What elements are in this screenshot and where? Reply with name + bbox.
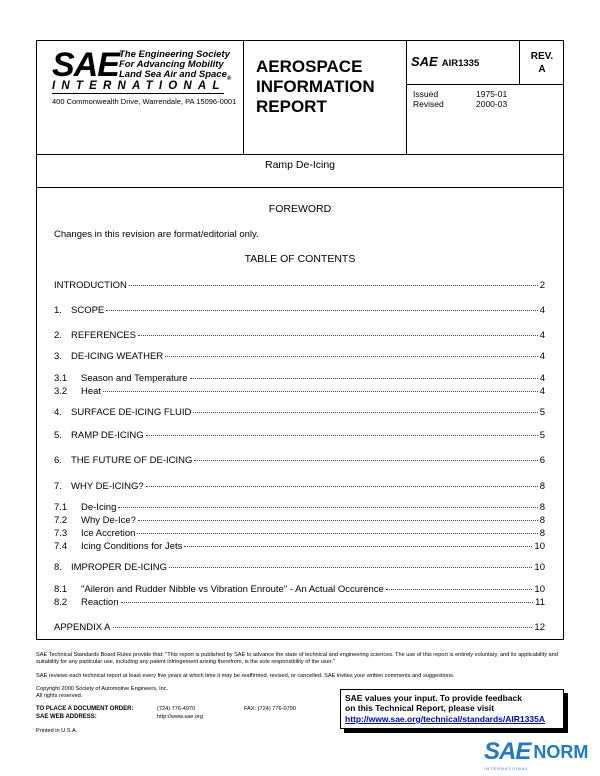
toc-page: 10 (534, 584, 545, 595)
toc-row[interactable] (54, 515, 545, 526)
toc-label: Heat (81, 386, 102, 397)
toc-row[interactable] (54, 373, 545, 384)
report-type-line-3: REPORT (256, 97, 327, 116)
society-line-3: Land Sea Air and Space$_®$ (119, 69, 232, 82)
toc-number: 8. (54, 562, 62, 573)
issued-label: Issued (413, 89, 439, 99)
toc-row[interactable] (54, 528, 545, 539)
toc-leader (184, 546, 532, 547)
report-type-line-2: INFORMATION (256, 77, 375, 96)
toc-label: REFERENCES (71, 330, 136, 341)
toc-page: 5 (539, 407, 545, 418)
toc-leader (103, 391, 538, 392)
feedback-shadow-bottom (344, 729, 568, 733)
toc-row[interactable] (54, 407, 545, 418)
registered-mark: ® (226, 75, 232, 82)
toc-label: WHY DE-ICING? (71, 481, 144, 492)
toc-number: 1. (54, 305, 62, 316)
toc-label: De-Icing (81, 502, 117, 513)
international-wordmark: INTERNATIONAL (52, 80, 226, 92)
toc-leader (194, 460, 537, 461)
toc-page: 10 (534, 541, 545, 552)
doc-number-block (411, 54, 479, 69)
doc-number: AIR1335 (441, 58, 480, 69)
order-phone[interactable]: (724) 776-4970 (157, 706, 196, 712)
toc-label: SURFACE DE-ICING FLUID (71, 407, 192, 418)
sae-norm-watermark (484, 738, 588, 766)
toc-label: INTRODUCTION (54, 280, 127, 291)
society-line-1: The Engineering Society (119, 49, 230, 60)
toc-page: 8 (539, 502, 545, 513)
foreword-text: Changes in this revision are format/editorial only. (54, 229, 259, 240)
rev-label: REV. (530, 51, 554, 62)
toc-number: 6. (54, 455, 62, 466)
copyright: Copyright 2000 Society of Automotive Engineers, Inc. (36, 686, 169, 692)
toc-label: Ice Accretion (81, 528, 136, 539)
toc-number: 7.1 (54, 502, 68, 513)
header-divider-2 (406, 40, 407, 155)
toc-row[interactable] (54, 351, 545, 362)
toc-page: 8 (539, 515, 545, 526)
toc-row[interactable] (54, 597, 545, 608)
toc-page: 11 (535, 597, 545, 608)
toc-page: 4 (539, 330, 545, 341)
toc-number: 7. (54, 481, 62, 492)
toc-page: 4 (539, 386, 545, 397)
toc-row[interactable] (54, 502, 545, 513)
society-line-2: For Advancing Mobility (119, 59, 224, 70)
toc-number: 7.4 (54, 541, 68, 552)
document-title: Ramp De-Icing (264, 159, 336, 171)
feedback-line-2: on this Technical Report, please visit (345, 703, 495, 713)
feedback-shadow-right (564, 693, 568, 733)
toc-number: 8.2 (54, 597, 68, 608)
fax-number: FAX: (724) 776-0790 (244, 706, 296, 712)
toc-page: 5 (539, 430, 545, 441)
report-type (256, 57, 375, 117)
revision-block (521, 50, 563, 76)
order-label: TO PLACE A DOCUMENT ORDER: (36, 706, 134, 712)
toc-number: 7.3 (54, 528, 68, 539)
toc-row[interactable] (54, 455, 545, 466)
toc-row[interactable] (54, 541, 545, 552)
feedback-url-link[interactable]: http://www.sae.org/technical/standards/AIR1335A (345, 714, 545, 724)
rights-reserved: All rights reserved. (36, 693, 83, 699)
toc-leader (165, 356, 538, 357)
toc-number: 2. (54, 330, 62, 341)
toc-leader (138, 520, 538, 521)
header-divider-3 (519, 40, 520, 84)
toc-page: 4 (539, 373, 545, 384)
toc-number: 8.1 (54, 584, 68, 595)
toc-row[interactable] (54, 481, 545, 492)
toc-page: 4 (539, 351, 545, 362)
standards-rules-text: SAE Technical Standards Board Rules provide that: "This report is published by SAE to advance the state of technical and engineering sciences. The use of this report is entirely voluntary, and its applicability and suitability for any particular use, including any patent infringement arising therefrom, is the sole responsibility of the user." (36, 652, 558, 665)
rev-value: A (538, 64, 546, 75)
issued-value: 1975-01 (476, 89, 508, 99)
toc-leader (106, 310, 537, 311)
toc-page: 2 (539, 280, 545, 291)
toc-leader (190, 378, 538, 379)
revised-value: 2000-03 (476, 99, 508, 109)
toc-row[interactable] (54, 622, 545, 633)
toc-row[interactable] (54, 562, 545, 573)
toc-leader (121, 602, 534, 603)
toc-label: RAMP DE-ICING (71, 430, 144, 441)
web-label: SAE WEB ADDRESS: (36, 714, 97, 720)
toc-label: Season and Temperature (81, 373, 188, 384)
toc-leader (138, 335, 538, 336)
toc-leader (193, 412, 537, 413)
toc-row[interactable] (54, 386, 545, 397)
toc-leader (386, 589, 533, 590)
toc-label: APPENDIX A (54, 622, 111, 633)
toc-page: 8 (539, 528, 545, 539)
toc-number: 5. (54, 430, 62, 441)
toc-leader (113, 627, 533, 628)
header-divider-1 (243, 40, 244, 155)
address: 400 Commonwealth Drive, Warrendale, PA 15096-0001 (52, 97, 237, 106)
review-text: SAE reviews each technical report at least every five years at which time it may be reaffirmed, revised, or cancelled. SAE invites your written comments and suggestions. (36, 673, 455, 679)
web-address-link[interactable]: http://www.sae.org (157, 714, 204, 720)
toc-number: 3.2 (54, 386, 68, 397)
toc-page: 6 (539, 455, 545, 466)
toc-row[interactable] (54, 305, 545, 316)
toc-row[interactable] (54, 430, 545, 441)
toc-label: DE-ICING WEATHER (71, 351, 164, 362)
feedback-line-1: SAE values your input. To provide feedback (345, 693, 522, 703)
watermark-norm-label: NORM (533, 741, 589, 762)
toc-number: 4. (54, 407, 62, 418)
toc-number: 3. (54, 351, 62, 362)
toc-leader (137, 533, 537, 534)
toc-leader (146, 435, 538, 436)
society-tagline (119, 50, 231, 84)
toc-page: 8 (539, 481, 545, 492)
toc-row[interactable] (54, 330, 545, 341)
report-type-line-1: AEROSPACE (256, 57, 363, 76)
toc-page: 4 (539, 305, 545, 316)
toc-leader (169, 567, 532, 568)
toc-label: SCOPE (71, 305, 105, 316)
watermark-sub: INTERNATIONAL (484, 766, 529, 771)
toc-leader (129, 285, 538, 286)
toc-number: 3.1 (54, 373, 68, 384)
toc-page: 12 (534, 622, 545, 633)
toc-leader (146, 486, 538, 487)
toc-page: 10 (534, 562, 545, 573)
revised-label: Revised (413, 99, 444, 109)
toc-row[interactable] (54, 584, 545, 595)
toc-label: "Aileron and Rudder Nibble vs Vibration Enroute" - An Actual Occurence (81, 584, 384, 595)
toc-row[interactable] (54, 280, 545, 291)
toc-label: Icing Conditions for Jets (81, 541, 183, 552)
toc-label: THE FUTURE OF DE-ICING (71, 455, 193, 466)
toc-number: 7.2 (54, 515, 68, 526)
header-divider-h (406, 84, 564, 85)
toc-label: Why De-Ice? (81, 515, 136, 526)
printed-in: Printed in U.S.A. (36, 728, 78, 734)
toc-label: Reaction (81, 597, 119, 608)
toc-leader (118, 507, 537, 508)
foreword-heading: FOREWORD (268, 203, 332, 215)
intl-underline (52, 93, 224, 94)
sae-logo: SAE (52, 46, 119, 84)
toc-heading: TABLE OF CONTENTS (244, 253, 356, 265)
doc-sae-logo: SAE (411, 54, 438, 69)
toc-label: IMPROPER DE-ICING (71, 562, 168, 573)
watermark-sae-logo: SAE (484, 738, 531, 765)
